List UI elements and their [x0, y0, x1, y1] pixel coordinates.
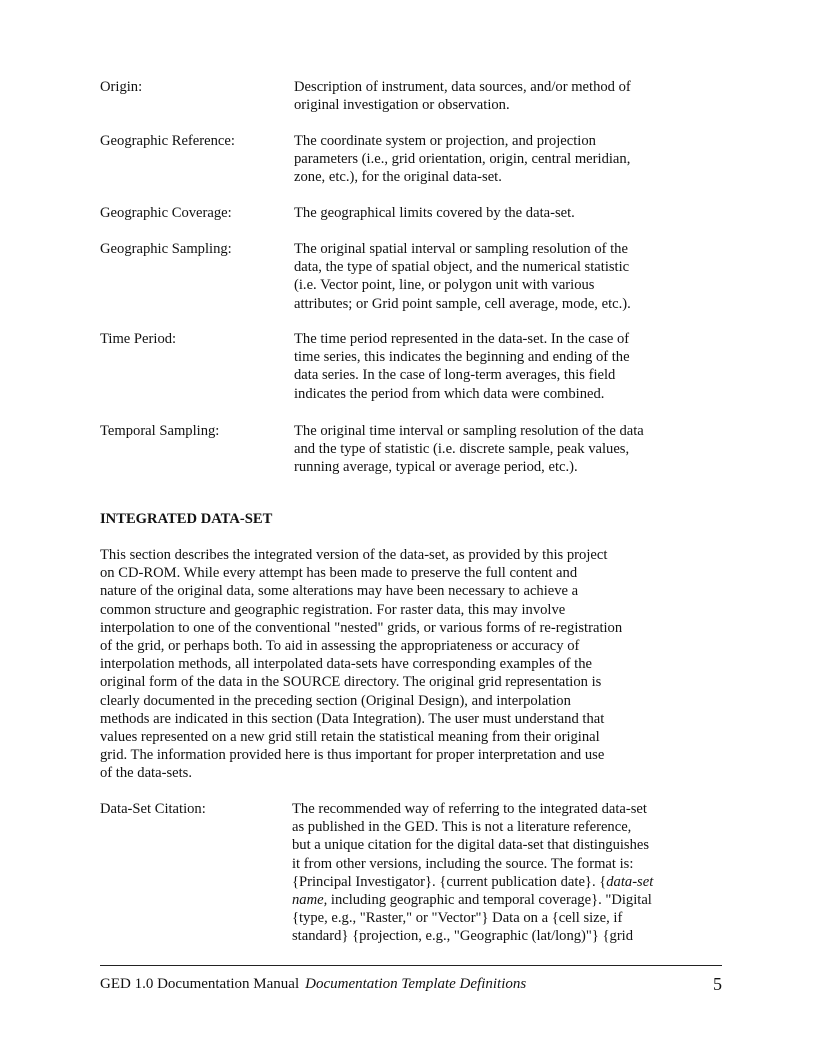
citation-text-part2: including geographic and temporal coverage}. "Digital {type, e.g., "Raster," or "Vector"} Data on a {cell size, if standard} {projection, e.g., "Geographic (lat/long)"} {grid: [292, 892, 652, 945]
def-text: The original time interval or sampling resolution of the data and the type of statistic (i.e. discrete sample, peak values, running average, typical or average period, etc.).: [294, 423, 644, 476]
section-paragraph: This section describes the integrated version of the data-set, as provided by this project on CD-ROM. While every attempt has been made to preserve the full content and nature of the original data, some alterations may have been necessary to achieve a common structure and geographic registration. For raster data, this may involve interpolation to one of the conventional "nested" grids, or various forms of re-registration of the grid, or perhaps both. To aid in assessing the appropriateness or accuracy of interpolation methods, all interpolated data-sets have corresponding examples of the original form of the data in the SOURCE directory. The original grid representation is clearly documented in the preceding section (Original Design), and interpolation methods are indicated in this section (Data Integration). The user must understand that values represented on a new grid still retain the statistical meaning from their original grid. The information provided here is thus important for proper interpretation and use of the data-sets.: [100, 547, 623, 782]
citation-text-italic: data-set name,: [292, 873, 654, 909]
def-label: Geographic Sampling:: [100, 241, 232, 257]
def-label: Temporal Sampling:: [100, 423, 220, 439]
def-label: Time Period:: [100, 331, 177, 347]
footer-subtitle: Documentation Template Definitions: [305, 976, 527, 992]
page-footer: [100, 975, 722, 997]
def-label: Geographic Coverage:: [100, 205, 232, 221]
page-number: 5: [713, 974, 722, 994]
def-text: The original spatial interval or sampling resolution of the data, the type of spatial object, and the numerical statistic (i.e. Vector point, line, or polygon unit with various attributes; or Grid point sample, cell average, mode, etc.).: [294, 241, 631, 312]
def-text: Description of instrument, data sources, and/or method of original investigation or observation.: [294, 79, 631, 114]
section-heading: INTEGRATED DATA-SET: [100, 511, 273, 527]
def-text: The time period represented in the data-set. In the case of time series, this indicates the beginning and ending of the data series. In the case of long-term averages, this field indicates the period from which data were combined.: [294, 331, 630, 402]
def-text: [292, 800, 653, 946]
def-text: The geographical limits covered by the data-set.: [294, 205, 575, 221]
citation-text-part1: The recommended way of referring to the integrated data-set as published in the GED. This is not a literature reference, but a unique citation for the digital data-set that distinguishes it from other versions, including the source. The format is: {Principal Investigator}. {current publication date}. {: [292, 801, 650, 890]
def-label: Data-Set Citation:: [100, 801, 206, 817]
def-label: Geographic Reference:: [100, 133, 235, 149]
def-label: Origin:: [100, 79, 143, 95]
footer-title-group: [100, 975, 526, 993]
footer-rule: [100, 965, 722, 966]
footer-title: GED 1.0 Documentation Manual: [100, 976, 300, 992]
def-text: The coordinate system or projection, and projection parameters (i.e., grid orientation, origin, central meridian, zone, etc.), for the original data-set.: [294, 133, 631, 186]
